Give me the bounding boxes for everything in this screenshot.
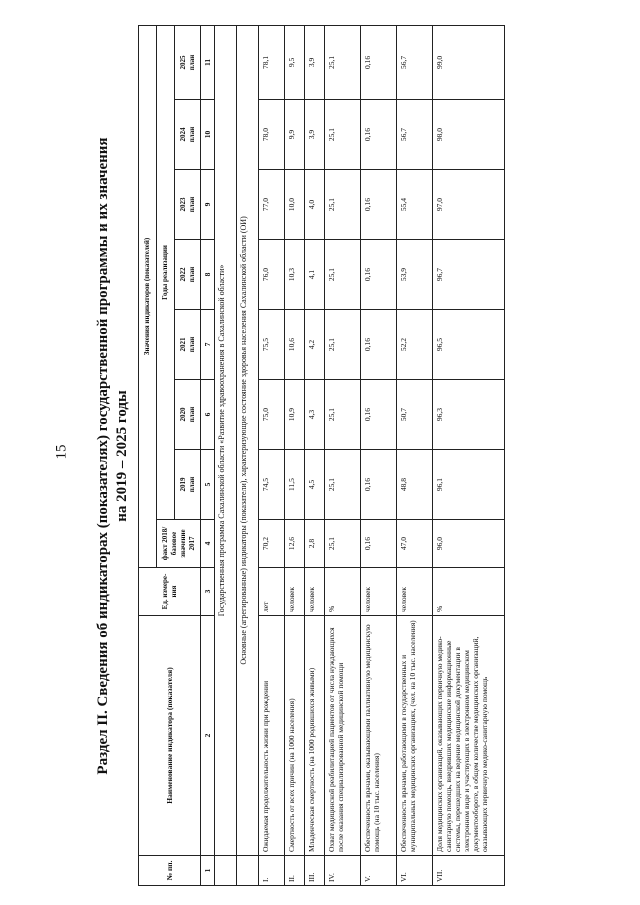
unit-cell: % [325, 568, 361, 616]
plan-value: 77,0 [259, 170, 285, 240]
column-number: 2 [201, 616, 215, 856]
plan-value: 78,0 [259, 100, 285, 170]
plan-value: 25,1 [325, 170, 361, 240]
plan-value: 0,16 [361, 170, 397, 240]
unit-cell: лет [259, 568, 285, 616]
column-number: 7 [201, 310, 215, 380]
plan-value: 9,9 [285, 100, 305, 170]
plan-value: 10,6 [285, 310, 305, 380]
column-number: 9 [201, 170, 215, 240]
indicators-table [138, 25, 505, 886]
plan-value: 52,2 [397, 310, 433, 380]
column-number: 3 [201, 568, 215, 616]
indicator-name: Обеспеченность врачами, оказывающими паллиативную медицинскую помощь (на 10 тыс. населения) [361, 616, 397, 856]
unit-cell: % [433, 568, 505, 616]
plan-value: 97,0 [433, 170, 505, 240]
plan-value: 4,0 [305, 170, 325, 240]
column-number: 8 [201, 240, 215, 310]
base-value: 25,1 [325, 520, 361, 568]
plan-value: 56,7 [397, 25, 433, 99]
plan-value: 25,1 [325, 240, 361, 310]
row-number: VII. [433, 856, 505, 886]
col-no-header: № пп. [139, 856, 201, 886]
title-line-1: Раздел II. Сведения об индикаторах (показателях) государственной программы и их значения [95, 137, 111, 775]
indicator-name: Младенческая смертность (на 1000 родившихся живыми) [305, 616, 325, 856]
plan-value: 25,1 [325, 310, 361, 380]
row-number: V. [361, 856, 397, 886]
plan-value: 11,5 [285, 450, 305, 520]
plan-value: 3,9 [305, 100, 325, 170]
indicator-name: Обеспеченность врачами, работающими в государственных и муниципальных медицинских организациях, (чел. на 10 тыс. населения) [397, 616, 433, 856]
indicator-name: Доля медицинских организаций, оказывающих первичную медико-санитарную помощь, внедривших медицинские информационные системы, перешедших на ведение медицинской документации в электронном виде и участвующих в электронном медицинском документообороте, в общем количестве медицинских организаций, оказывающих первичную медико-санитарную помощь [433, 616, 505, 856]
plan-value: 99,0 [433, 25, 505, 99]
unit-cell: человек [361, 568, 397, 616]
plan-value: 0,16 [361, 25, 397, 99]
plan-value: 0,16 [361, 450, 397, 520]
row-number: IV. [325, 856, 361, 886]
plan-value: 9,5 [285, 25, 305, 99]
plan-value: 56,7 [397, 100, 433, 170]
base-year-header: факт 2018/ базовое значение 2017 [157, 520, 201, 568]
plan-value: 50,7 [397, 380, 433, 450]
plan-value: 98,0 [433, 100, 505, 170]
program-title: Государственная программа Сахалинской области «Развитие здравоохранения в Сахалинской области» [215, 25, 237, 855]
column-number: 6 [201, 380, 215, 450]
plan-value: 0,16 [361, 100, 397, 170]
plan-value: 0,16 [361, 310, 397, 380]
plan-value: 96,5 [433, 310, 505, 380]
plan-value: 75,5 [259, 310, 285, 380]
plan-value: 55,4 [397, 170, 433, 240]
base-value: 2,8 [305, 520, 325, 568]
plan-value: 78,1 [259, 25, 285, 99]
plan-value: 4,2 [305, 310, 325, 380]
plan-value: 25,1 [325, 380, 361, 450]
indicator-name: Ожидаемая продолжительность жизни при рождении [259, 616, 285, 856]
table-row [259, 25, 285, 885]
plan-value: 4,5 [305, 450, 325, 520]
values-group-header: Значения индикаторов (показателей) [139, 25, 157, 567]
row-number: I. [259, 856, 285, 886]
plan-value: 4,3 [305, 380, 325, 450]
section-row [237, 25, 259, 885]
row-number: III. [305, 856, 325, 886]
table-row [361, 25, 397, 885]
unit-cell: человек [397, 568, 433, 616]
plan-value: 0,16 [361, 380, 397, 450]
rotated-page-content [92, 26, 613, 886]
program-row [215, 25, 237, 885]
year-header: 2023 план [175, 170, 201, 240]
plan-value: 25,1 [325, 25, 361, 99]
page-number: 15 [53, 444, 70, 460]
year-header: 2021 план [175, 310, 201, 380]
year-header: 2020 план [175, 380, 201, 450]
year-header: 2019 план [175, 450, 201, 520]
plan-value: 74,5 [259, 450, 285, 520]
column-number: 5 [201, 450, 215, 520]
col-name-header: Наименование индикатора (показателя) [139, 616, 201, 856]
plan-value: 76,0 [259, 240, 285, 310]
base-value: 96,0 [433, 520, 505, 568]
year-header: 2024 план [175, 100, 201, 170]
column-number: 11 [201, 25, 215, 99]
year-header: 2025 план [175, 25, 201, 99]
base-value: 70,2 [259, 520, 285, 568]
indicator-name: Смертность от всех причин (на 1000 населения) [285, 616, 305, 856]
column-number-row [201, 25, 215, 885]
plan-value: 10,9 [285, 380, 305, 450]
header-row-1 [139, 25, 157, 885]
row-number: VI. [397, 856, 433, 886]
unit-cell: человек [305, 568, 325, 616]
title-line-2: на 2019 – 2025 годы [114, 390, 130, 522]
base-value: 0,16 [361, 520, 397, 568]
years-group-header: Годы реализации [157, 25, 175, 519]
base-value: 12,6 [285, 520, 305, 568]
unit-cell: человек [285, 568, 305, 616]
base-value: 47,0 [397, 520, 433, 568]
plan-value: 96,7 [433, 240, 505, 310]
table-row [305, 25, 325, 885]
plan-value: 53,9 [397, 240, 433, 310]
plan-value: 48,8 [397, 450, 433, 520]
column-number: 10 [201, 100, 215, 170]
table-row [325, 25, 361, 885]
plan-value: 75,0 [259, 380, 285, 450]
indicator-name: Охват медицинской реабилитацией пациентов от числа нуждающихся после оказания специализированной медицинской помощи [325, 616, 361, 856]
col-unit-header: Ед. измере-ния [139, 568, 201, 616]
plan-value: 3,9 [305, 25, 325, 99]
plan-value: 25,1 [325, 100, 361, 170]
plan-value: 96,1 [433, 450, 505, 520]
column-number: 1 [201, 856, 215, 886]
section-title [92, 26, 138, 886]
plan-value: 4,1 [305, 240, 325, 310]
plan-value: 0,16 [361, 240, 397, 310]
column-number: 4 [201, 520, 215, 568]
plan-value: 96,3 [433, 380, 505, 450]
plan-value: 10,3 [285, 240, 305, 310]
year-header: 2022 план [175, 240, 201, 310]
row-number: II. [285, 856, 305, 886]
table-row [397, 25, 433, 885]
table-row [433, 25, 505, 885]
table-row [285, 25, 305, 885]
section-title-row: Основные (агрегированные) индикаторы (показатели), характеризующие состояние здоровья населения Сахалинской области (ОИ) [237, 25, 259, 855]
plan-value: 25,1 [325, 450, 361, 520]
plan-value: 10,0 [285, 170, 305, 240]
